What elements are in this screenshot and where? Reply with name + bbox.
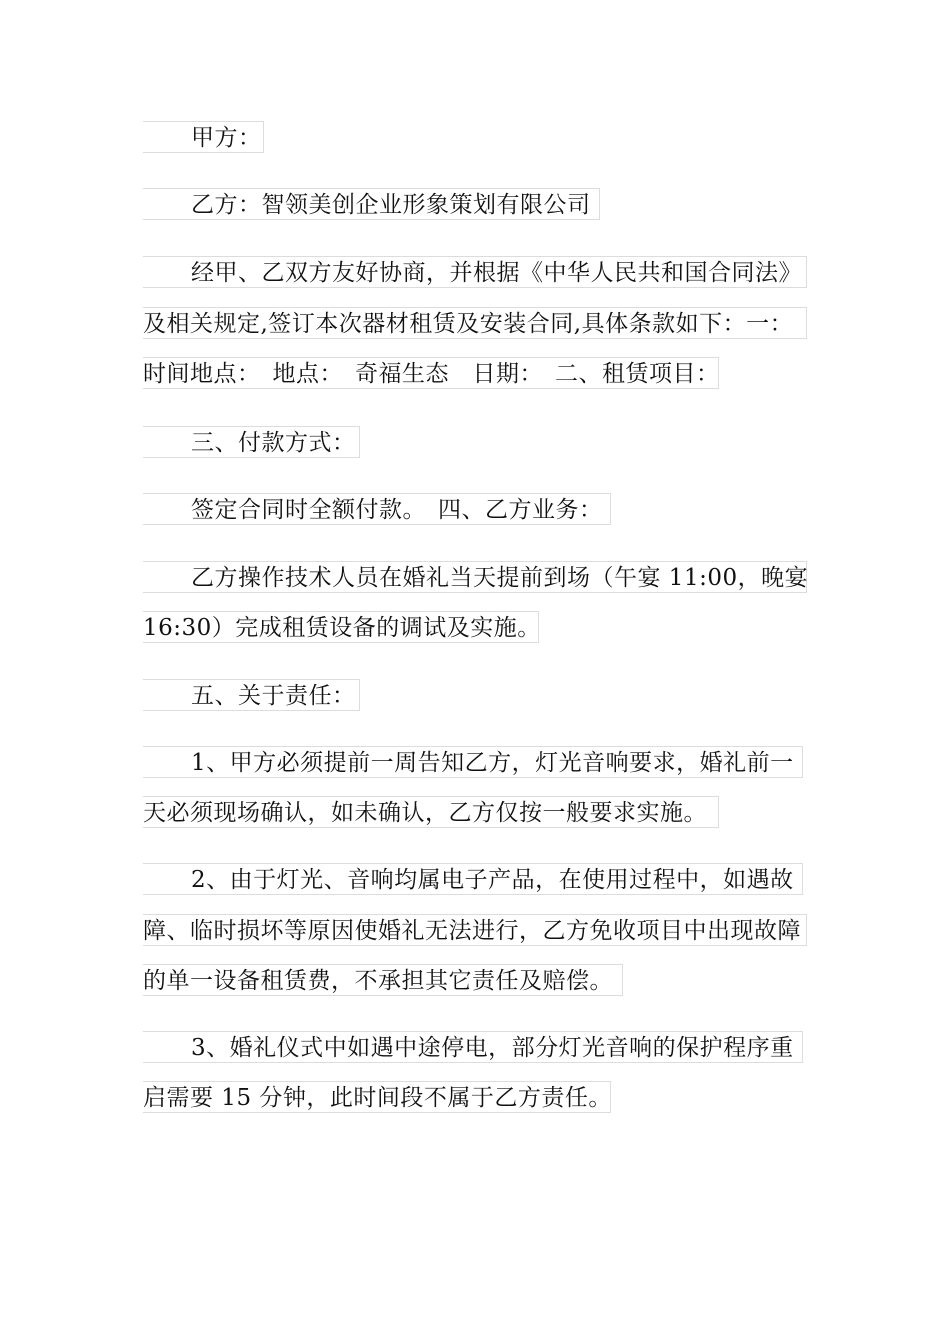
paragraph-line: 的单一设备租赁费，不承担其它责任及赔偿。 (143, 964, 623, 996)
paragraph-line: 签定合同时全额付款。 四、乙方业务： (143, 493, 611, 525)
party-b-line: 乙方：智领美创企业形象策划有限公司 (143, 188, 600, 220)
paragraph-line: 16:30）完成租赁设备的调试及实施。 (143, 611, 539, 643)
paragraph-line: 3、婚礼仪式中如遇中途停电，部分灯光音响的保护程序重 (143, 1031, 803, 1063)
party-a-line: 甲方： (143, 121, 264, 153)
paragraph-line: 天必须现场确认，如未确认，乙方仅按一般要求实施。 (143, 796, 719, 828)
paragraph-line: 2、由于灯光、音响均属电子产品，在使用过程中，如遇故 (143, 863, 803, 895)
section-heading: 三、付款方式： (143, 426, 360, 458)
paragraph-line: 时间地点： 地点： 奇福生态 日期： 二、租赁项目： (143, 357, 719, 389)
paragraph-line: 乙方操作技术人员在婚礼当天提前到场（午宴 11:00，晚宴 (143, 561, 807, 593)
paragraph-line: 启需要 15 分钟，此时间段不属于乙方责任。 (143, 1081, 611, 1113)
paragraph-line: 经甲、乙双方友好协商，并根据《中华人民共和国合同法》 (143, 256, 807, 288)
section-heading: 五、关于责任： (143, 679, 360, 711)
paragraph-line: 及相关规定,签订本次器材租赁及安装合同,具体条款如下：一： (143, 307, 807, 339)
paragraph-line: 障、临时损坏等原因使婚礼无法进行，乙方免收项目中出现故障 (143, 914, 807, 946)
paragraph-line: 1、甲方必须提前一周告知乙方，灯光音响要求，婚礼前一 (143, 746, 803, 778)
